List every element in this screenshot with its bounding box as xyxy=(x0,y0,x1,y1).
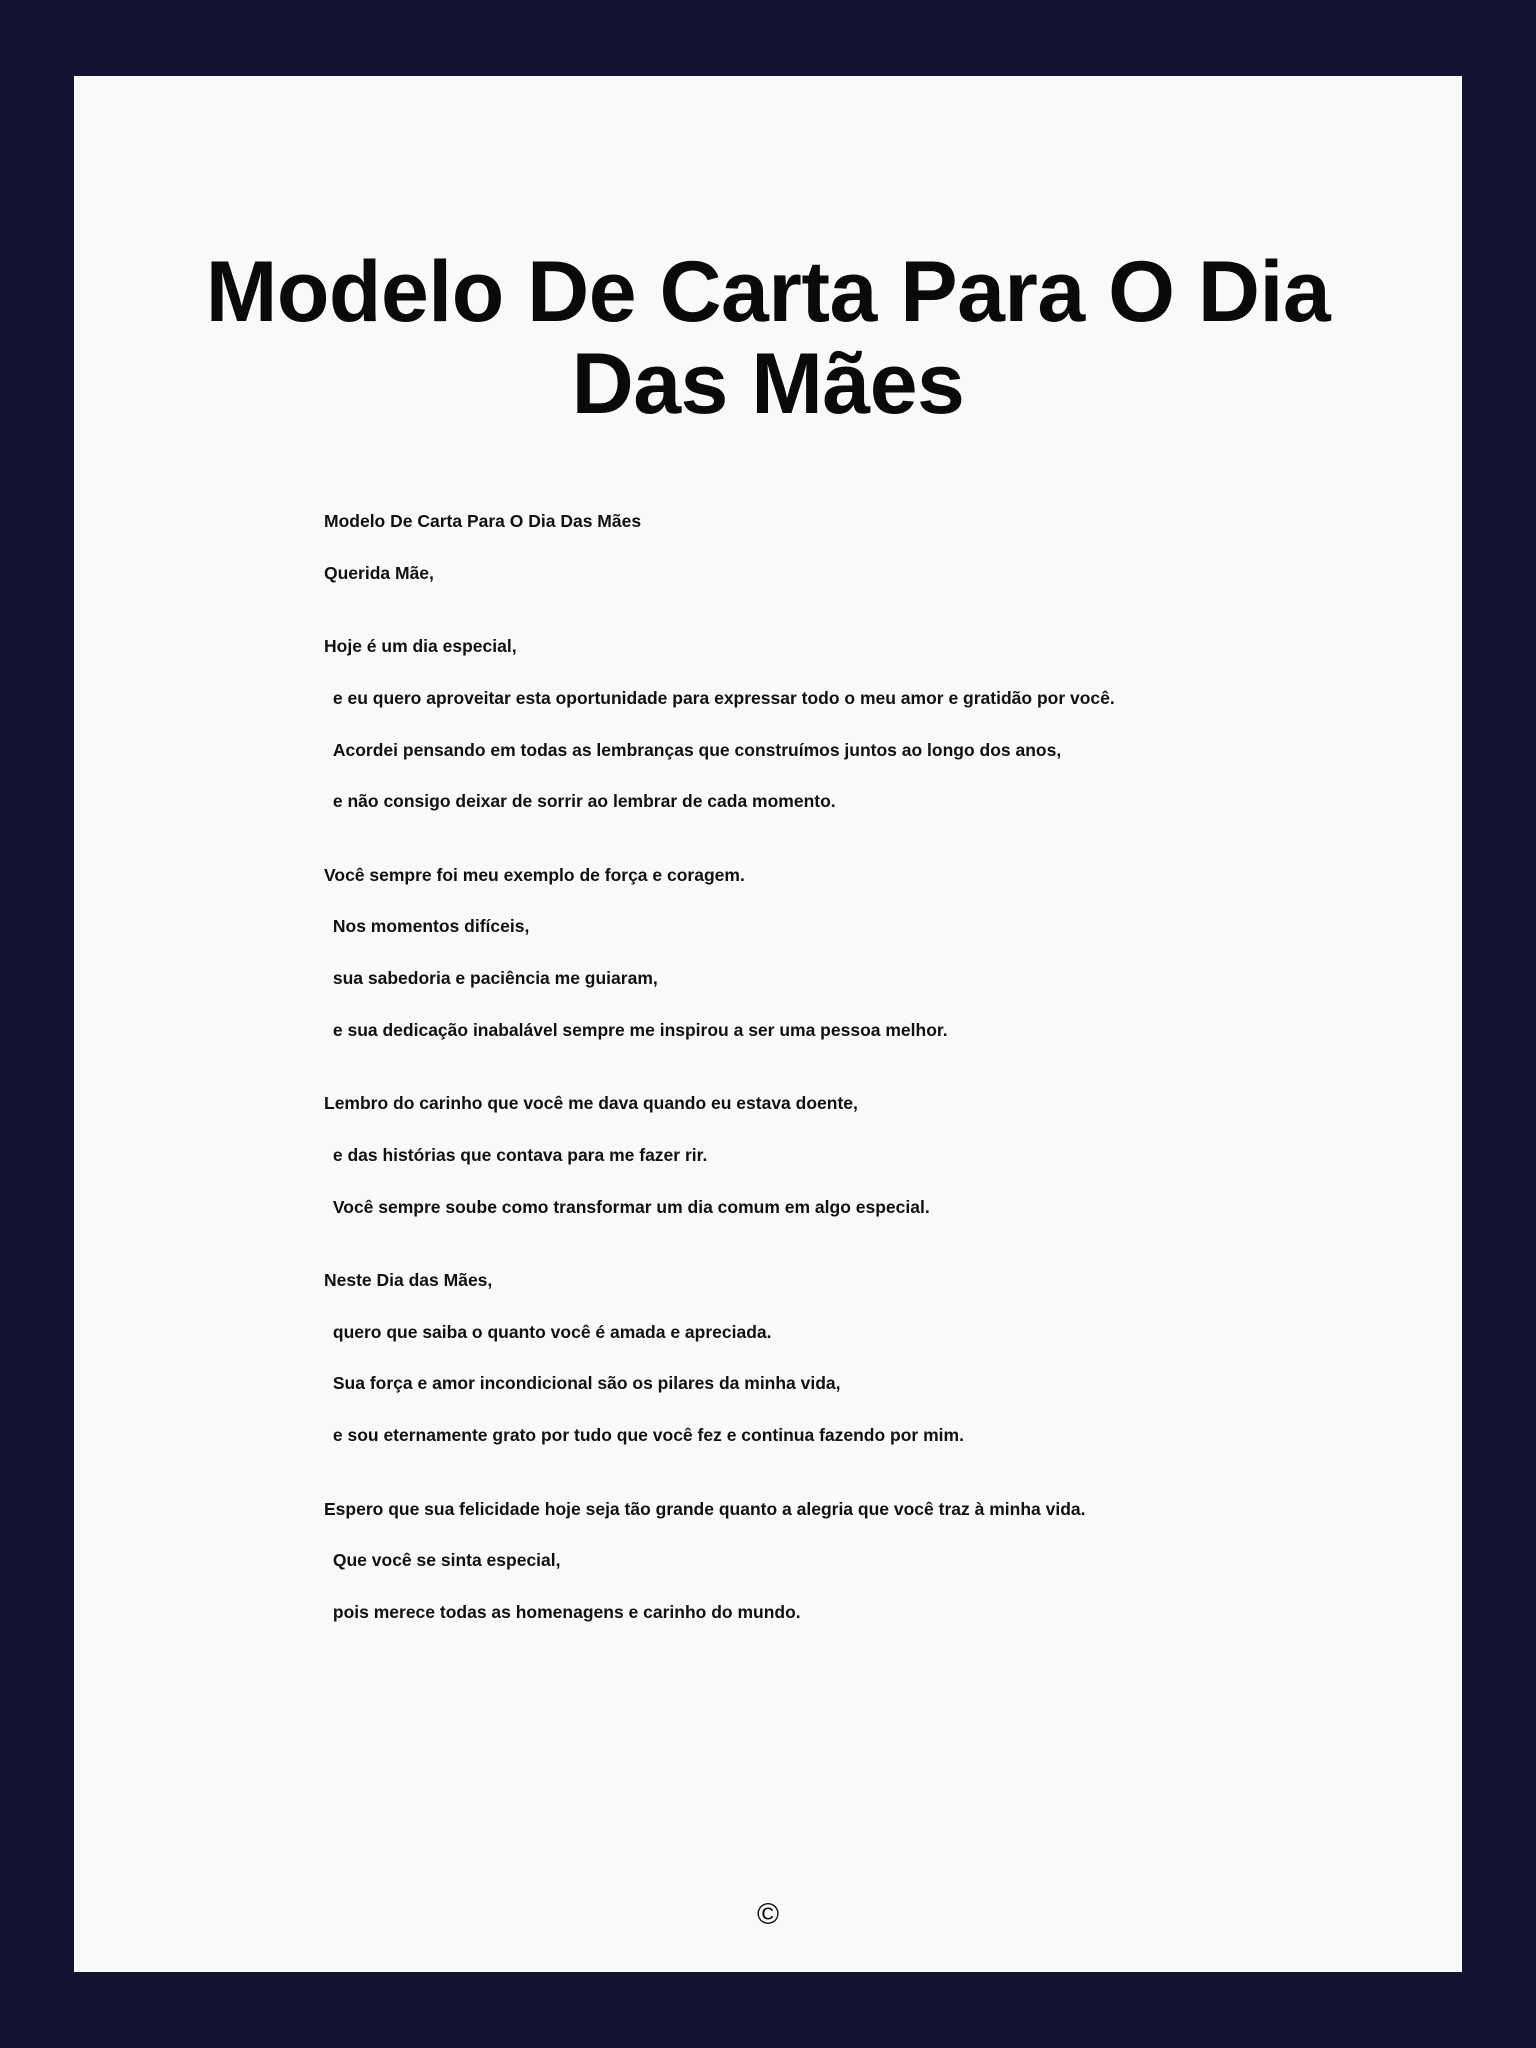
letter-paragraph: Lembro do carinho que você me dava quando eu estava doente, xyxy=(324,1093,858,1114)
letter-paragraph: Sua força e amor incondicional são os pilares da minha vida, xyxy=(328,1373,841,1394)
paragraph-gap xyxy=(74,1476,1462,1498)
copyright-icon: © xyxy=(756,1898,780,1931)
letter-paragraph: Você sempre soube como transformar um dia comum em algo especial. xyxy=(328,1196,930,1217)
letter-paragraph: e não consigo deixar de sorrir ao lembrar de cada momento. xyxy=(328,791,836,812)
letter-paragraph: Que você se sinta especial, xyxy=(328,1550,561,1571)
letter-paragraph: Nos momentos difíceis, xyxy=(328,916,530,937)
paragraph-gap xyxy=(74,1070,1462,1092)
document-footer xyxy=(74,1900,1462,1930)
document-sheet xyxy=(74,76,1462,1972)
letter-paragraph: Hoje é um dia especial, xyxy=(324,636,517,657)
letter-paragraph: e sua dedicação inabalável sempre me inspirou a ser uma pessoa melhor. xyxy=(328,1019,948,1040)
paragraph-gap xyxy=(74,1247,1462,1269)
letter-paragraph: Acordei pensando em todas as lembranças que construímos juntos ao longo dos anos, xyxy=(328,739,1062,760)
paragraph-gap xyxy=(74,613,1462,635)
paragraph-gap xyxy=(74,842,1462,864)
salutation: Querida Mãe, xyxy=(324,562,434,583)
page-title: Modelo De Carta Para O Dia Das Mães xyxy=(205,244,1331,433)
letter-paragraph: pois merece todas as homenagens e carinho do mundo. xyxy=(328,1601,801,1622)
letter-paragraph: Neste Dia das Mães, xyxy=(324,1270,493,1291)
letter-paragraph: sua sabedoria e paciência me guiaram, xyxy=(328,968,658,989)
letter-paragraph: e eu quero aproveitar esta oportunidade para expressar todo o meu amor e gratidão por você. xyxy=(328,687,1115,708)
letter-paragraph: Espero que sua felicidade hoje seja tão grande quanto a alegria que você traz à minha vida. xyxy=(324,1498,1086,1519)
document-body xyxy=(74,430,1462,1625)
letter-paragraph: Você sempre foi meu exemplo de força e coragem. xyxy=(324,864,745,885)
letter-paragraph: e sou eternamente grato por tudo que você fez e continua fazendo por mim. xyxy=(328,1425,964,1446)
letter-paragraph: quero que saiba o quanto você é amada e apreciada. xyxy=(328,1321,772,1342)
document-heading-repeat: Modelo De Carta Para O Dia Das Mães xyxy=(324,511,642,532)
letter-paragraph: e das histórias que contava para me fazer rir. xyxy=(328,1144,708,1165)
